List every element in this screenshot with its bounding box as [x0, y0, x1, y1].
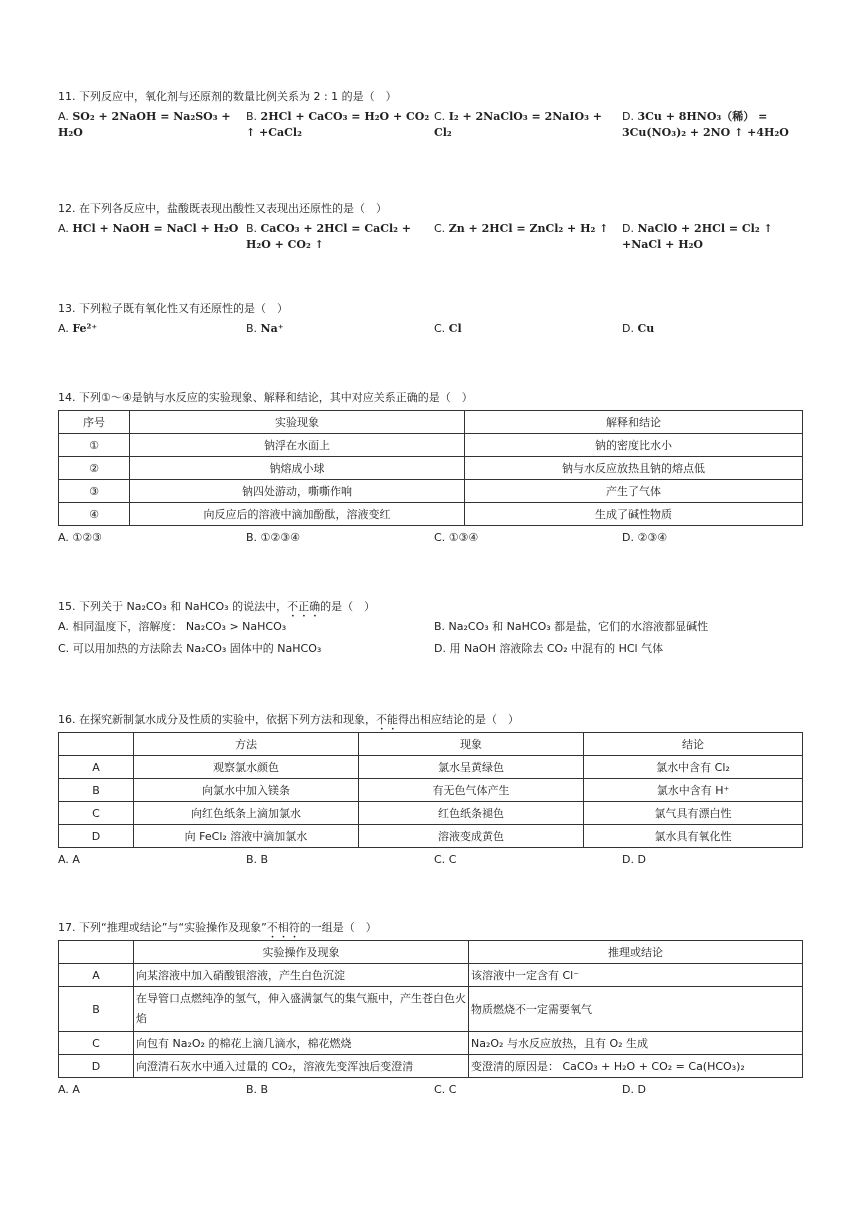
option-text: D [637, 853, 646, 866]
option-d[interactable] [434, 641, 663, 657]
option-c[interactable] [434, 221, 619, 237]
question-stem [58, 599, 803, 615]
table-cell: 氯水具有氧化性 [584, 825, 803, 848]
table-cell: A [59, 964, 134, 987]
option-label: D. [622, 853, 634, 866]
table-header-cell: 推理或结论 [469, 941, 803, 964]
option-c[interactable] [434, 530, 619, 546]
option-text: Cl [448, 322, 462, 335]
option-text: Na₂CO₃ 和 NaHCO₃ 都是盐，它们的水溶液都显碱性 [448, 620, 709, 633]
table-cell: 有无色气体产生 [359, 779, 584, 802]
table-cell: 向某溶液中加入硝酸银溶液，产生白色沉淀 [134, 964, 469, 987]
option-b[interactable] [246, 221, 431, 253]
table-header-cell: 结论 [584, 733, 803, 756]
option-label: C. [434, 222, 446, 235]
option-b[interactable] [246, 321, 431, 337]
question-stem [58, 712, 803, 728]
option-d[interactable] [622, 1082, 807, 1098]
option-d[interactable] [622, 321, 807, 337]
question-13 [58, 301, 803, 339]
option-label: A. [58, 322, 69, 335]
option-text: C [448, 853, 457, 866]
stem-emphasis: 不相符 [266, 921, 300, 934]
table-cell: D [59, 1055, 134, 1078]
table-cell: 红色纸条褪色 [359, 802, 584, 825]
question-stem: 11. 下列反应中，氧化剂与还原剂的数量比例关系为 2 : 1 的是（ ） [58, 90, 397, 103]
table-cell: ④ [59, 503, 130, 526]
option-c[interactable] [434, 109, 619, 141]
stem-emphasis: 不正确 [287, 600, 321, 613]
option-label: B. [434, 620, 446, 633]
option-label: B. [246, 853, 258, 866]
option-label: B. [246, 531, 258, 544]
table-cell: D [59, 825, 134, 848]
option-text: Zn + 2HCl = ZnCl₂ + H₂ ↑ [448, 222, 609, 235]
stem-emphasis: 不能 [376, 713, 398, 726]
table-cell: 氯气具有漂白性 [584, 802, 803, 825]
option-text: Na⁺ [260, 322, 284, 335]
stem-text: 得出相应结论的是（ ） [398, 713, 519, 726]
table-header-cell: 实验操作及现象 [134, 941, 469, 964]
table-row [59, 779, 803, 802]
option-label: A. [58, 222, 69, 235]
option-label: B. [246, 322, 258, 335]
option-b[interactable] [246, 109, 431, 141]
table-header-cell [59, 941, 134, 964]
option-text: 可以用加热的方法除去 Na₂CO₃ 固体中的 NaHCO₃ [72, 642, 322, 655]
option-label: A. [58, 620, 69, 633]
table-cell: B [59, 779, 134, 802]
table-cell: 观察氯水颜色 [134, 756, 359, 779]
options [58, 619, 803, 663]
question-17 [58, 920, 803, 1100]
table-row [59, 503, 803, 526]
option-text: ②③④ [637, 531, 668, 544]
options [58, 530, 803, 548]
table-cell: 变澄清的原因是： CaCO₃ + H₂O + CO₂ = Ca(HCO₃)₂ [469, 1055, 803, 1078]
table-cell: 向红色纸条上滴加氯水 [134, 802, 359, 825]
table-cell: ② [59, 457, 130, 480]
table-cell: 生成了碱性物质 [465, 503, 803, 526]
option-label: B. [246, 110, 258, 123]
table-cell: 钠熔成小球 [130, 457, 465, 480]
options [58, 221, 803, 255]
option-text: ①②③④ [260, 531, 300, 544]
option-b[interactable] [434, 619, 708, 635]
option-label: D. [622, 222, 634, 235]
table-cell: 氯水中含有 H⁺ [584, 779, 803, 802]
option-c[interactable] [434, 321, 619, 337]
option-a[interactable] [58, 221, 243, 237]
option-label: A. [58, 110, 69, 123]
option-text: CaCO₃ + 2HCl = CaCl₂ + H₂O + CO₂ ↑ [246, 222, 411, 251]
table-header-cell: 现象 [359, 733, 584, 756]
table-row [59, 802, 803, 825]
table-cell: ① [59, 434, 130, 457]
option-text: 3Cu + 8HNO₃（稀） = 3Cu(NO₃)₂ + 2NO ↑ +4H₂O [622, 110, 789, 139]
data-table [58, 940, 803, 1078]
table-cell: 钠的密度比水小 [465, 434, 803, 457]
table-header-cell: 解释和结论 [465, 411, 803, 434]
option-text: A [72, 853, 80, 866]
question-stem [58, 920, 803, 936]
option-text: SO₂ + 2NaOH = Na₂SO₃ + H₂O [58, 110, 231, 139]
option-c[interactable] [434, 1082, 619, 1098]
question-stem: 12. 在下列各反应中，盐酸既表现出酸性又表现出还原性的是（ ） [58, 202, 387, 215]
table-cell: 向 FeCl₂ 溶液中滴加氯水 [134, 825, 359, 848]
options [58, 109, 803, 143]
stem-text: 的是（ ） [320, 600, 376, 613]
option-label: A. [58, 531, 69, 544]
stem-text: 的一组是（ ） [299, 921, 377, 934]
data-table [58, 410, 803, 526]
options [58, 852, 803, 870]
option-text: HCl + NaOH = NaCl + H₂O [72, 222, 239, 235]
question-stem: 14. 下列①～④是钠与水反应的实验现象、解释和结论，其中对应关系正确的是（ ） [58, 391, 473, 404]
option-label: B. [246, 222, 258, 235]
option-label: D. [622, 531, 634, 544]
option-label: C. [434, 853, 446, 866]
option-label: D. [622, 322, 634, 335]
option-label: C. [434, 1083, 446, 1096]
table-header-row [59, 411, 803, 434]
table-cell: 向氯水中加入镁条 [134, 779, 359, 802]
question-11 [58, 89, 803, 143]
option-a[interactable] [58, 619, 286, 635]
option-text: A [72, 1083, 80, 1096]
option-text: Fe²⁺ [72, 322, 98, 335]
table-row [59, 457, 803, 480]
table-cell: 在导管口点燃纯净的氢气，伸入盛满氯气的集气瓶中，产生苍白色火焰 [134, 987, 469, 1032]
option-text: D [637, 1083, 646, 1096]
table-cell: 向澄清石灰水中通入过量的 CO₂，溶液先变浑浊后变澄清 [134, 1055, 469, 1078]
table-cell: 氯水呈黄绿色 [359, 756, 584, 779]
option-b[interactable] [246, 1082, 431, 1098]
table-row [59, 480, 803, 503]
option-label: C. [58, 642, 70, 655]
option-d[interactable] [622, 852, 807, 868]
option-d[interactable] [622, 530, 807, 546]
table-cell: ③ [59, 480, 130, 503]
option-text: ①③④ [448, 531, 479, 544]
option-text: 用 NaOH 溶液除去 CO₂ 中混有的 HCl 气体 [449, 642, 664, 655]
table-cell: 钠四处游动，嘶嘶作响 [130, 480, 465, 503]
table-cell: 向反应后的溶液中滴加酚酞，溶液变红 [130, 503, 465, 526]
table-row [59, 756, 803, 779]
option-label: A. [58, 853, 69, 866]
table-cell: C [59, 802, 134, 825]
table-cell: 钠与水反应放热且钠的熔点低 [465, 457, 803, 480]
option-c[interactable] [58, 641, 321, 657]
option-label: D. [434, 642, 446, 655]
table-cell: 物质燃烧不一定需要氧气 [469, 987, 803, 1032]
stem-text: 15. 下列关于 Na₂CO₃ 和 NaHCO₃ 的说法中， [58, 600, 288, 613]
table-cell: 该溶液中一定含有 Cl⁻ [469, 964, 803, 987]
option-a[interactable] [58, 1082, 243, 1098]
stem-text: 16. 在探究新制氯水成分及性质的实验中，依据下列方法和现象， [58, 713, 376, 726]
option-label: D. [622, 110, 634, 123]
option-text: Cu [637, 322, 655, 335]
option-label: A. [58, 1083, 69, 1096]
question-16 [58, 712, 803, 870]
table-header-row [59, 733, 803, 756]
table-cell: B [59, 987, 134, 1032]
table-header-cell: 方法 [134, 733, 359, 756]
option-text: 2HCl + CaCO₃ = H₂O + CO₂ ↑ +CaCl₂ [246, 110, 430, 139]
option-text: I₂ + 2NaClO₃ = 2NaIO₃ + Cl₂ [434, 110, 602, 139]
option-a[interactable] [58, 530, 243, 546]
table-cell: 溶液变成黄色 [359, 825, 584, 848]
option-text: NaClO + 2HCl = Cl₂ ↑ +NaCl + H₂O [622, 222, 773, 251]
options [58, 321, 803, 339]
option-label: C. [434, 322, 446, 335]
table-cell: 产生了气体 [465, 480, 803, 503]
table-header-cell [59, 733, 134, 756]
option-label: D. [622, 1083, 634, 1096]
table-row [59, 1032, 803, 1055]
table-row [59, 825, 803, 848]
table-row [59, 964, 803, 987]
option-c[interactable] [434, 852, 619, 868]
option-text: B [260, 853, 269, 866]
option-d[interactable] [622, 109, 807, 141]
options [58, 1082, 803, 1100]
option-text: C [448, 1083, 457, 1096]
option-text: 相同温度下，溶解度： Na₂CO₃ > NaHCO₃ [72, 620, 287, 633]
stem-text: 17. 下列“推理或结论”与“实验操作及现象” [58, 921, 267, 934]
option-d[interactable] [622, 221, 807, 253]
option-a[interactable] [58, 109, 243, 141]
table-row [59, 434, 803, 457]
question-15 [58, 599, 803, 663]
option-a[interactable] [58, 852, 243, 868]
question-stem: 13. 下列粒子既有氧化性又有还原性的是（ ） [58, 302, 288, 315]
table-cell: A [59, 756, 134, 779]
question-14 [58, 390, 803, 548]
table-header-cell: 实验现象 [130, 411, 465, 434]
table-row [59, 1055, 803, 1078]
option-label: C. [434, 110, 446, 123]
option-b[interactable] [246, 530, 431, 546]
option-text: B [260, 1083, 269, 1096]
option-label: B. [246, 1083, 258, 1096]
table-cell: C [59, 1032, 134, 1055]
table-row [59, 987, 803, 1032]
option-a[interactable] [58, 321, 243, 337]
option-b[interactable] [246, 852, 431, 868]
table-cell: 氯水中含有 Cl₂ [584, 756, 803, 779]
table-cell: Na₂O₂ 与水反应放热，且有 O₂ 生成 [469, 1032, 803, 1055]
table-header-cell: 序号 [59, 411, 130, 434]
option-text: ①②③ [72, 531, 102, 544]
table-cell: 向包有 Na₂O₂ 的棉花上滴几滴水，棉花燃烧 [134, 1032, 469, 1055]
option-label: C. [434, 531, 446, 544]
question-12 [58, 201, 803, 255]
table-cell: 钠浮在水面上 [130, 434, 465, 457]
table-header-row [59, 941, 803, 964]
data-table [58, 732, 803, 848]
